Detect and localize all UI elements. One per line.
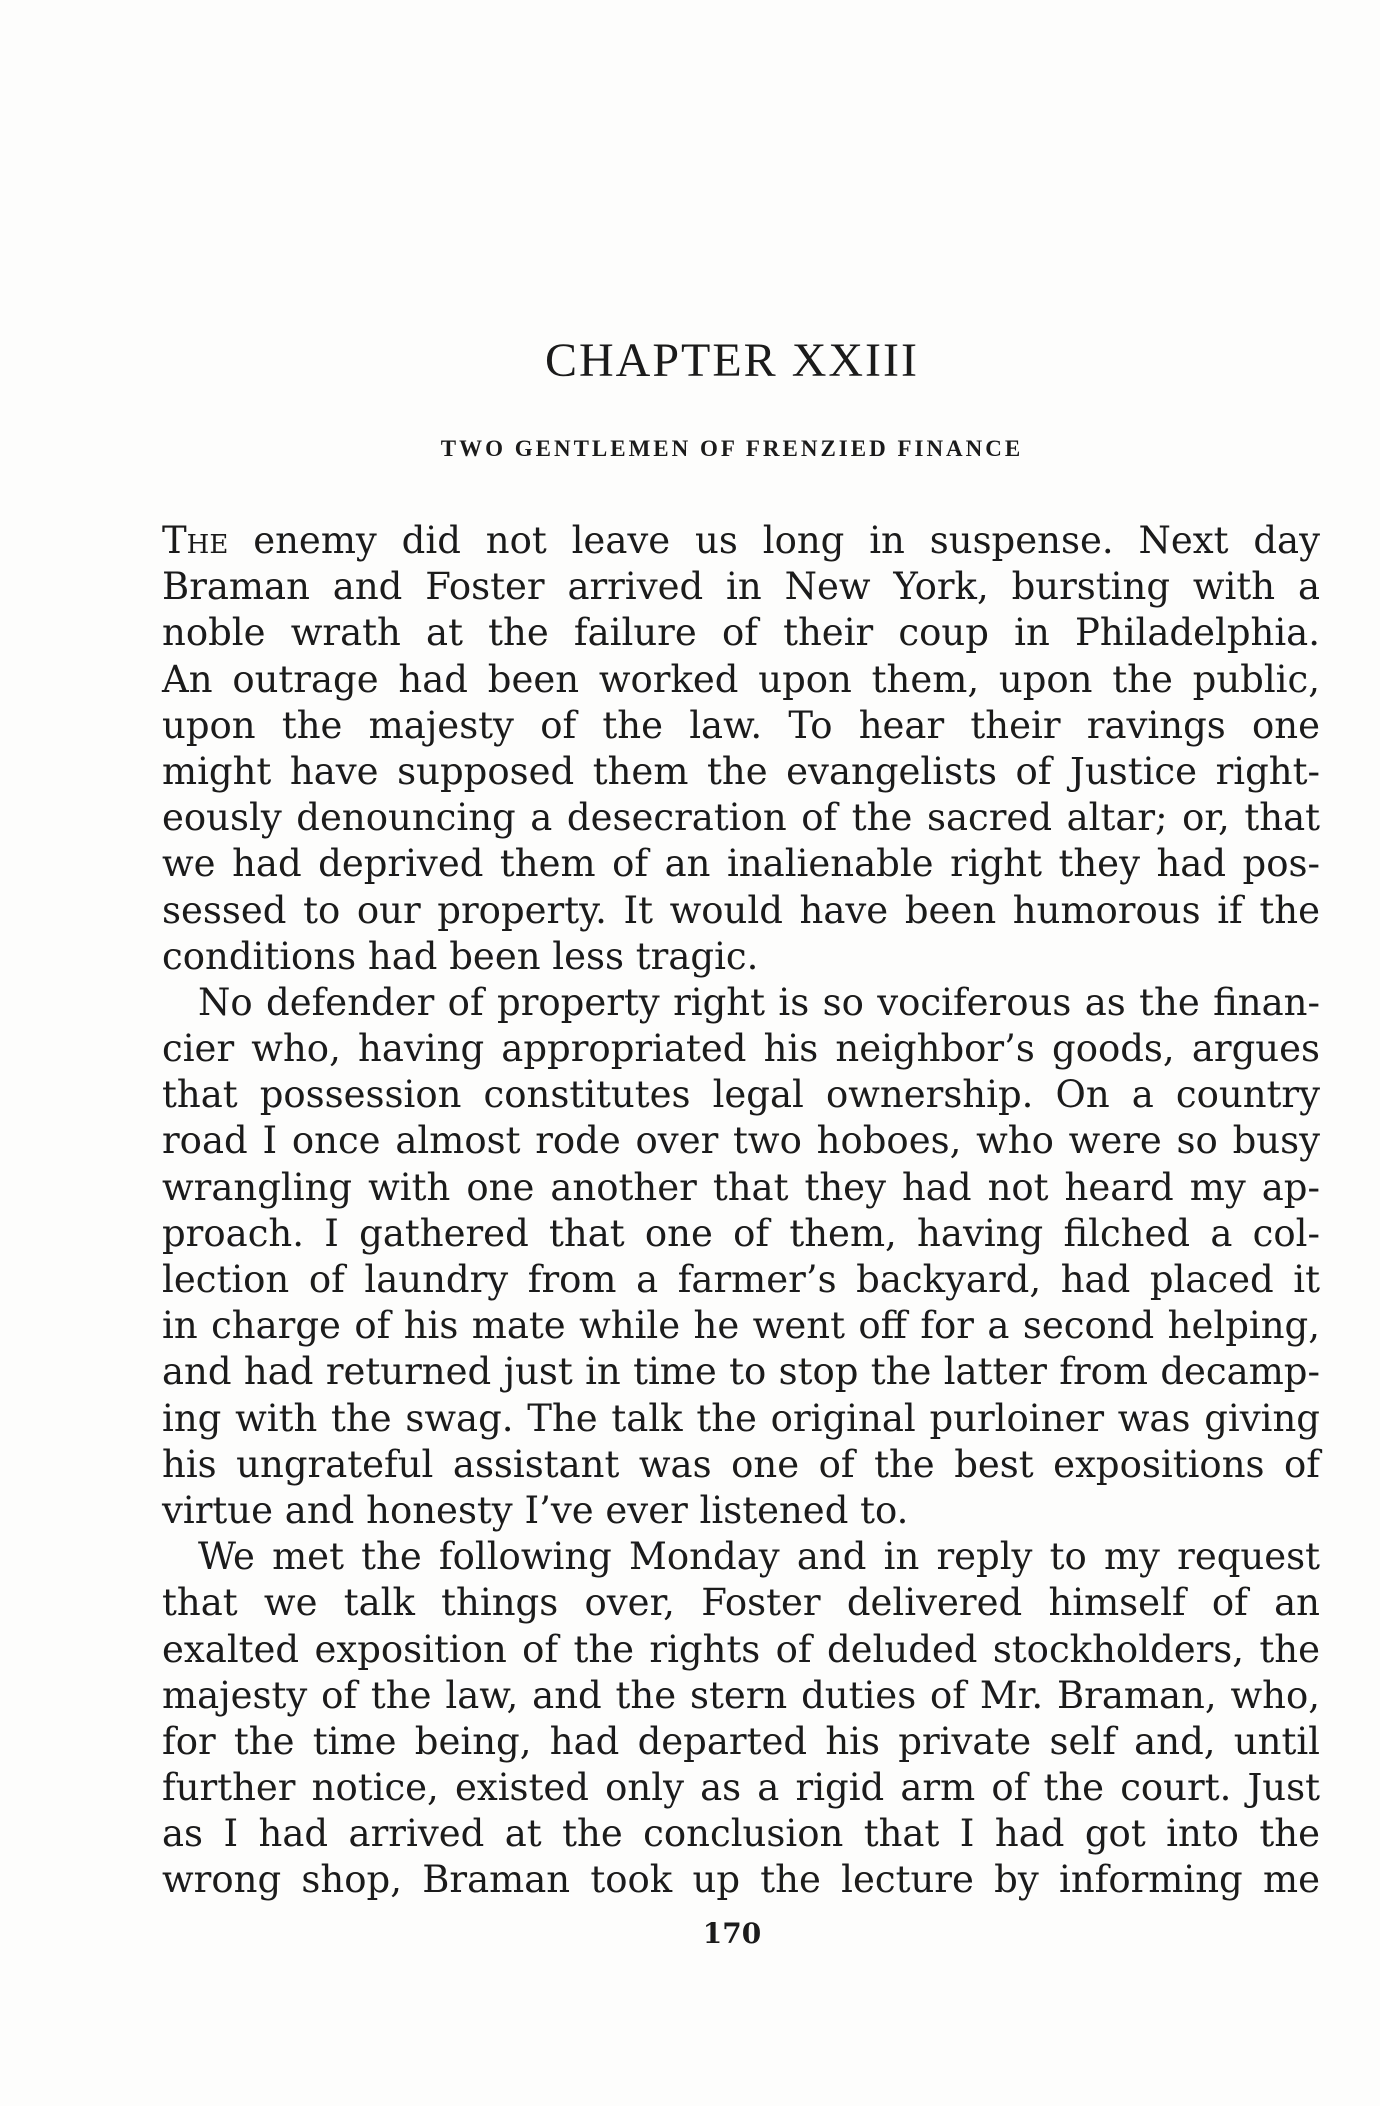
- text-line: No defender of property right is so vociferous as the finan-: [198, 980, 1320, 1024]
- first-word: The: [162, 519, 229, 562]
- text-line: majesty of the law, and the stern duties of Mr. Braman, who,: [162, 1673, 1320, 1717]
- text-line: for the time being, had departed his private self and, until: [162, 1719, 1320, 1763]
- text-line: We met the following Monday and in reply to my request: [198, 1535, 1320, 1579]
- text-line: lection of laundry from a farmer’s backyard, had placed it: [162, 1258, 1320, 1301]
- text-line: and had returned just in time to stop the latter from decamp-: [162, 1350, 1320, 1394]
- text-line: cier who, having appropriated his neighbor’s goods, argues: [162, 1027, 1320, 1071]
- text-line: might have supposed them the evangelists of Justice right-: [162, 749, 1320, 793]
- page-number: 170: [702, 1917, 762, 1950]
- text-line: road I once almost rode over two hoboes, who were so busy: [162, 1119, 1320, 1163]
- text-line: proach. I gathered that one of them, having filched a col-: [162, 1211, 1320, 1255]
- chapter-title: CHAPTER XXIII: [545, 334, 919, 387]
- text-line: sessed to our property. It would have been humorous if the: [162, 888, 1320, 932]
- text-line: An outrage had been worked upon them, upon the public,: [162, 657, 1320, 701]
- text-line: upon the majesty of the law. To hear their ravings one: [162, 703, 1320, 747]
- paragraph-2: [162, 980, 1320, 1534]
- text-line: that we talk things over, Foster delivered himself of an: [162, 1581, 1320, 1625]
- chapter-subtitle: TWO GENTLEMEN OF FRENZIED FINANCE: [440, 436, 1024, 461]
- paragraph-1: [162, 518, 1320, 980]
- text-line: further notice, existed only as a rigid arm of the court. Just: [162, 1766, 1320, 1810]
- text-line: as I had arrived at the conclusion that I had got into the: [162, 1812, 1320, 1856]
- text-line: Braman and Foster arrived in New York, bursting with a: [162, 565, 1320, 609]
- text-line: in charge of his mate while he went off for a second helping,: [162, 1304, 1320, 1348]
- body-text: [162, 518, 1320, 1904]
- text-line: eously denouncing a desecration of the sacred altar; or, that: [162, 796, 1320, 840]
- text-line: his ungrateful assistant was one of the best expositions of: [162, 1442, 1320, 1486]
- text-line: we had deprived them of an inalienable right they had pos-: [162, 842, 1320, 886]
- text-line: conditions had been less tragic.: [162, 934, 759, 978]
- text-line: that possession constitutes legal ownership. On a country: [162, 1073, 1320, 1117]
- text-line: wrangling with one another that they had not heard my ap-: [162, 1165, 1320, 1209]
- text-line: noble wrath at the failure of their coup in Philadelphia.: [162, 611, 1320, 655]
- text-line: The enemy did not leave us long in suspense. Next day: [162, 519, 1320, 562]
- paragraph-3: [162, 1534, 1320, 1904]
- text-line: wrong shop, Braman took up the lecture by informing me: [162, 1858, 1320, 1902]
- text-line: exalted exposition of the rights of deluded stockholders, the: [162, 1627, 1320, 1671]
- text-line: ing with the swag. The talk the original purloiner was giving: [162, 1396, 1320, 1440]
- text-line: virtue and honesty I’ve ever listened to.: [162, 1488, 909, 1532]
